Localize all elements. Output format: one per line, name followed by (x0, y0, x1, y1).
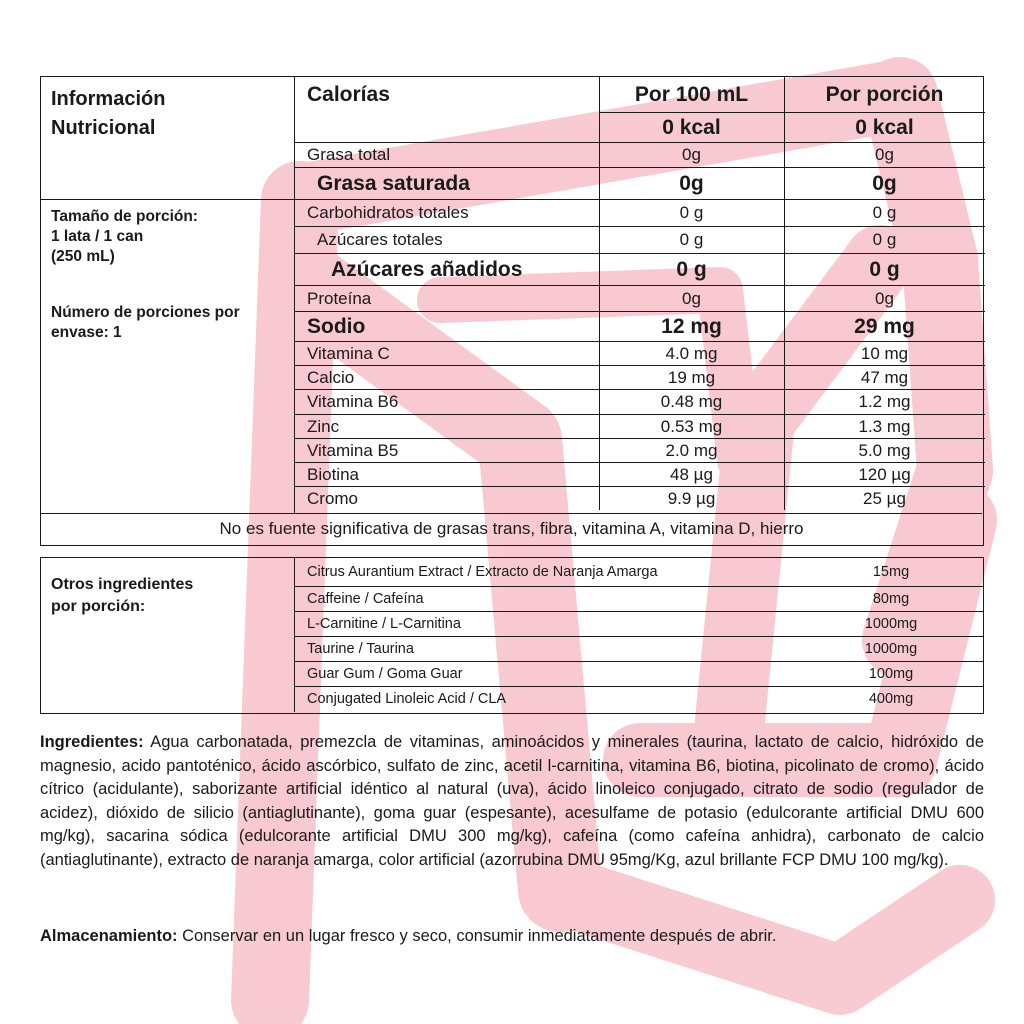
nutrient-per-serving: 1.3 mg (784, 414, 985, 438)
nutrient-name: Calcio (295, 365, 599, 389)
nutrient-per-100ml: 2.0 mg (599, 438, 784, 462)
nutrient-name: Biotina (295, 462, 599, 486)
other-ingredient-row (295, 611, 983, 636)
nutrient-name: Vitamina C (295, 341, 599, 365)
nutrient-per-serving: 0g (784, 142, 985, 167)
other-ingredient-value: 80mg (799, 586, 983, 611)
other-ingredient-value: 100mg (799, 661, 983, 686)
nutrient-row (295, 462, 985, 486)
nutrient-per-serving: 25 µg (863, 488, 906, 508)
nutrient-name: Zinc (295, 414, 599, 438)
ingredients-label: Ingredientes: (40, 733, 144, 751)
nutrient-name: Vitamina B6 (295, 389, 599, 414)
nutrient-per-serving: 29 mg (784, 311, 985, 341)
servings-per-container-value: envase: 1 (51, 324, 122, 341)
nutrient-per-serving: 0g (784, 285, 985, 311)
nutrient-per-serving: 5.0 mg (784, 438, 985, 462)
nutrient-per-100ml: 0g (599, 285, 784, 311)
other-ingredients-title-line1: Otros ingredientes (51, 576, 194, 593)
nutrient-row (295, 199, 985, 226)
other-ingredient-row (295, 686, 983, 712)
kcal-label (295, 112, 599, 142)
kcal-row (295, 112, 985, 142)
nutrient-row (295, 167, 985, 199)
serving-size-line3: (250 mL) (51, 248, 115, 265)
nutrient-name: Sodio (295, 311, 599, 341)
nutrient-per-100ml: 48 µg (599, 462, 784, 486)
nutrient-per-100ml: 9.9 µg (599, 486, 784, 510)
nutrient-per-100ml: 0g (599, 167, 784, 199)
other-ingredient-name: Caffeine / Cafeína (295, 586, 799, 611)
other-ingredient-value: 400mg (868, 691, 914, 708)
serving-size-line2: 1 lata / 1 can (51, 228, 144, 245)
nutrition-header-row (295, 77, 985, 112)
nutrient-row (295, 438, 985, 462)
nutrient-per-serving: 0 g (784, 199, 985, 226)
nutrient-per-100ml: 0g (599, 142, 784, 167)
nutrition-info-column (41, 77, 295, 513)
nutrition-title-line1: Información (51, 88, 166, 110)
nutrient-name: Grasa total (295, 142, 599, 167)
nutrient-per-serving: 10 mg (784, 341, 985, 365)
kcal-per-100ml: 0 kcal (599, 112, 784, 142)
nutrient-per-100ml: 19 mg (599, 365, 784, 389)
other-ingredients-title (41, 558, 295, 712)
other-ingredient-row (295, 558, 983, 586)
nutrition-footnote: No es fuente significativa de grasas trans, fibra, vitamina A, vitamina D, hierro (41, 513, 982, 545)
other-ingredient-value: 1000mg (799, 611, 983, 636)
storage-paragraph (40, 925, 984, 948)
nutrient-per-serving: 0 g (784, 253, 985, 285)
ingredients-paragraph (40, 731, 984, 872)
nutrient-row (295, 414, 985, 438)
per-100ml-header: Por 100 mL (599, 77, 784, 112)
other-ingredients-table (40, 557, 984, 714)
nutrient-per-serving: 0g (784, 167, 985, 199)
kcal-per-serving: 0 kcal (784, 112, 985, 142)
ingredients-text: Agua carbonatada, premezcla de vitaminas, aminoácidos y minerales (taurina, lactato de calcio, hidróxido de magnesio, acido pantoténico, ácido ascórbico, sulfato de zinc, acetil l-carnitina, vitamina B6, biotina, picolinato de cromo), ácido cítrico (acidulante), saborizante artificial idéntico al natural (uva), ácido linoleico conjugado, citrato de sodio (regulador de acidez), dióxido de silicio (antiaglutinante), goma guar (espesante), acesulfame de potasio (edulcorante artificial DMU 600 mg/kg), sacarina sódica (edulcorante artificial DMU 300 mg/kg), cafeína (como cafeína anhidra), carbonato de calcio (antiaglutinante), extracto de naranja amarga, color artificial (azorrubina DMU 95mg/Kg, azul brillante FCP DMU 100 mg/kg). (40, 733, 984, 869)
nutrition-grid (295, 77, 985, 510)
nutrition-table (40, 76, 984, 546)
other-ingredient-row (295, 586, 983, 611)
nutrient-name: Proteína (295, 285, 599, 311)
nutrient-per-100ml: 0 g (599, 199, 784, 226)
calories-label: Calorías (295, 77, 599, 112)
nutrient-name: Azúcares añadidos (295, 253, 599, 285)
other-ingredient-name: Citrus Aurantium Extract / Extracto de Naranja Amarga (295, 558, 799, 586)
nutrient-row (295, 285, 985, 311)
other-ingredient-value: 1000mg (799, 636, 983, 661)
nutrient-per-100ml: 0.48 mg (599, 389, 784, 414)
servings-per-container-label: Número de porciones por (51, 304, 240, 321)
nutrient-per-100ml: 0.53 mg (599, 414, 784, 438)
nutrient-row (295, 311, 985, 341)
nutrient-per-serving: 1.2 mg (784, 389, 985, 414)
other-ingredient-name: L-Carnitine / L-Carnitina (295, 611, 799, 636)
nutrition-title (41, 77, 294, 200)
nutrient-row (295, 253, 985, 285)
other-ingredient-name: Conjugated Linoleic Acid / CLA (307, 691, 507, 708)
nutrient-per-serving: 47 mg (784, 365, 985, 389)
serving-info (41, 200, 294, 343)
other-ingredient-row (295, 661, 983, 686)
nutrient-name: Azúcares totales (295, 226, 599, 253)
nutrient-row (295, 389, 985, 414)
nutrient-name: Cromo (295, 486, 599, 510)
other-ingredient-name: Guar Gum / Goma Guar (295, 661, 799, 686)
nutrient-per-100ml: 4.0 mg (599, 341, 784, 365)
nutrient-per-serving: 120 µg (784, 462, 985, 486)
storage-text: Conservar en un lugar fresco y seco, consumir inmediatamente después de abrir. (177, 927, 777, 945)
nutrition-title-line2: Nutricional (51, 117, 156, 139)
nutrient-per-100ml: 12 mg (599, 311, 784, 341)
serving-size-label: Tamaño de porción: (51, 208, 198, 225)
other-ingredient-row (295, 636, 983, 661)
nutrient-row (295, 341, 985, 365)
other-ingredients-title-line2: por porción: (51, 598, 146, 615)
other-ingredient-value: 15mg (799, 558, 983, 586)
nutrient-per-100ml: 0 g (599, 226, 784, 253)
other-ingredient-name: Taurine / Taurina (295, 636, 799, 661)
nutrient-row (295, 365, 985, 389)
nutrient-name: Grasa saturada (295, 167, 599, 199)
per-serving-header: Por porción (784, 77, 985, 112)
nutrient-per-serving: 0 g (784, 226, 985, 253)
nutrient-row (295, 486, 985, 510)
nutrient-name: Vitamina B5 (295, 438, 599, 462)
other-ingredients-grid (295, 558, 983, 712)
storage-label: Almacenamiento: (40, 927, 178, 945)
nutrient-row (295, 226, 985, 253)
nutrient-row (295, 142, 985, 167)
nutrient-per-100ml: 0 g (599, 253, 784, 285)
nutrient-name: Carbohidratos totales (295, 199, 599, 226)
